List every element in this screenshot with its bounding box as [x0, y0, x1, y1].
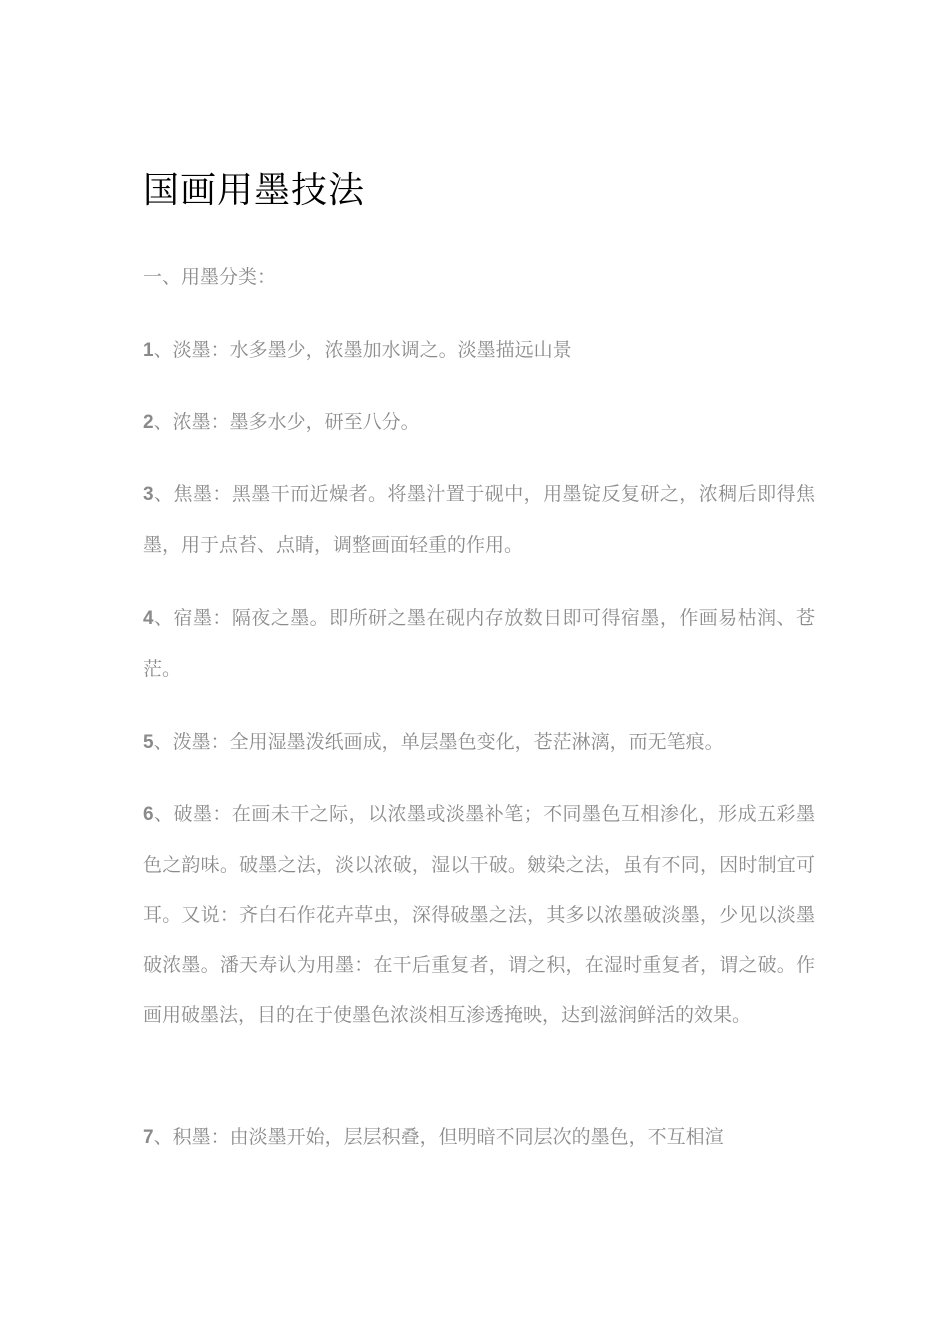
list-item-1 — [143, 325, 815, 376]
document-title: 国画用墨技法 — [143, 170, 366, 211]
item-number: 5 — [143, 732, 154, 753]
item-number: 4 — [143, 608, 154, 629]
list-item-2 — [143, 397, 815, 448]
section-heading: 一、用墨分类： — [143, 266, 277, 288]
item-text: 、积墨：由淡墨开始，层层积叠，但明暗不同层次的墨色，不互相渲 — [153, 1126, 724, 1148]
item-text: 、淡墨：水多墨少，浓墨加水调之。淡墨描远山景 — [153, 339, 572, 361]
item-text: 、破墨：在画未干之际，以浓墨或淡墨补笔；不同墨色互相渗化，形成五彩墨色之韵味。破墨之法，淡以浓破，湿以干破。皴染之法，虽有不同，因时制宜可耳。又说：齐白石作花卉草虫，深得破墨之法，其多以浓墨破淡墨，少见以淡墨破浓墨。潘天寿认为用墨：在干后重复者，谓之积，在湿时重复者，谓之破。作画用破墨法，目的在于使墨色浓淡相互渗透掩映，达到滋润鲜活的效果。 — [143, 803, 815, 1026]
list-item-4 — [143, 593, 815, 694]
item-number: 1 — [143, 340, 154, 361]
item-number: 2 — [143, 412, 154, 433]
item-number: 3 — [143, 484, 154, 505]
item-number: 7 — [143, 1127, 154, 1148]
item-text: 、浓墨：墨多水少，研至八分。 — [153, 411, 420, 433]
list-item-6 — [143, 789, 815, 1040]
item-number: 6 — [143, 804, 154, 825]
list-item-5 — [143, 717, 815, 768]
item-text: 、宿墨：隔夜之墨。即所研之墨在砚内存放数日即可得宿墨，作画易枯润、苍茫。 — [143, 607, 815, 680]
list-item-7 — [143, 1112, 815, 1163]
item-text: 、泼墨：全用湿墨泼纸画成，单层墨色变化，苍茫淋漓，而无笔痕。 — [153, 731, 724, 753]
list-item-3 — [143, 469, 815, 570]
item-text: 、焦墨：黑墨干而近燥者。将墨汁置于砚中，用墨锭反复研之，浓稠后即得焦墨，用于点苔、点睛，调整画面轻重的作用。 — [143, 483, 815, 556]
